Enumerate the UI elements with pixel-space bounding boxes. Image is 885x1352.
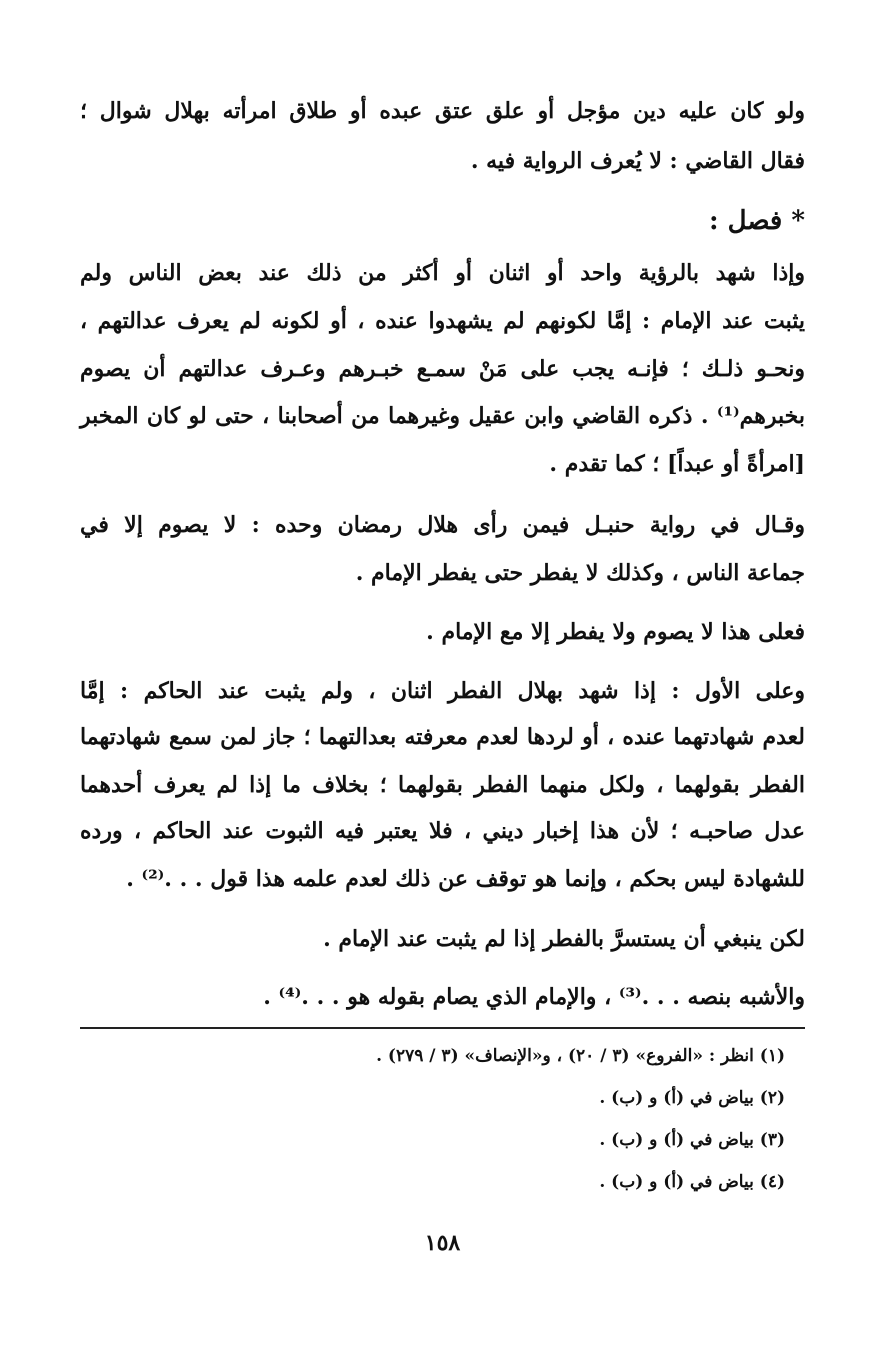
paragraph-1-line-4: بخبرهم⁽¹⁾ . ذكره القاضي وابن عقيل وغيرهما من أصحابنا ، حتى لو كان المخبر: [80, 403, 805, 429]
footnote-1: (١) انظر : «الفروع» (٣ / ٢٠) ، و«الإنصاف» (٣ / ٢٧٩) .: [376, 1046, 785, 1066]
paragraph-4-line-4: عدل صاحبـه ؛ لأن هذا إخبار ديني ، فلا يعتبر فيه الثبوت عند الحاكم ، ورده: [80, 818, 805, 844]
paragraph-4-line-1: وعلى الأول : إذا شهد بهلال الفطر اثنان ، ولم يثبت عند الحاكم : إمَّا: [80, 678, 805, 704]
paragraph-1-line-1: وإذا شهد بالرؤية واحد أو اثنان أو أكثر من ذلك عند بعض الناس ولم: [80, 260, 805, 286]
paragraph-4-line-3: الفطر بقولهما ، ولكل منهما الفطر بقولهما ؛ بخلاف ما إذا لم يعرف أحدهما: [80, 772, 805, 798]
paragraph-1-line-2: يثبت عند الإمام : إمَّا لكونهم لم يشهدوا عنده ، أو لكونه لم يعرف عدالتهم ،: [80, 308, 805, 334]
paragraph-4-line-2: لعدم شهادتهما عنده ، أو لردها لعدم معرفته بعدالتهما ؛ جاز لمن سمع شهادتهما: [80, 724, 805, 750]
intro-line-1: ولو كان عليه دين مؤجل أو علق عتق عبده أو طلاق امرأته بهلال شوال ؛: [80, 98, 805, 124]
footnote-4: (٤) بياض في (أ) و (ب) .: [599, 1172, 785, 1192]
paragraph-4-line-5: للشهادة ليس بحكم ، وإنما هو توقف عن ذلك لعدم علمه هذا قول . . .⁽²⁾ .: [126, 866, 805, 892]
paragraph-2-line-2: جماعة الناس ، وكذلك لا يفطر حتى يفطر الإمام .: [355, 560, 805, 586]
intro-line-2: فقال القاضي : لا يُعرف الرواية فيه .: [470, 148, 805, 174]
footnote-separator: [80, 1027, 805, 1029]
paragraph-1-line-3: ونحـو ذلـك ؛ فإنـه يجب على مَنْ سمـع خبـرهم وعـرف عدالتهم أن يصوم: [80, 356, 805, 382]
paragraph-2-line-1: وقـال في رواية حنبـل فيمن رأى هلال رمضان وحده : لا يصوم إلا في: [80, 512, 805, 538]
paragraph-5-line-1: لكن ينبغي أن يستسرَّ بالفطر إذا لم يثبت عند الإمام .: [323, 926, 805, 952]
page-number: ١٥٨: [424, 1230, 461, 1256]
paragraph-1-line-5: [امرأةً أو عبداً] ؛ كما تقدم .: [549, 451, 805, 477]
paragraph-3-line-1: فعلى هذا لا يصوم ولا يفطر إلا مع الإمام .: [426, 619, 805, 645]
paragraph-6-line-1: والأشبه بنصه . . .⁽³⁾ ، والإمام الذي يصام بقوله هو . . .⁽⁴⁾ .: [263, 984, 805, 1010]
section-heading: * فصل :: [709, 206, 805, 236]
footnote-2: (٢) بياض في (أ) و (ب) .: [599, 1088, 785, 1108]
footnote-3: (٣) بياض في (أ) و (ب) .: [599, 1130, 785, 1150]
